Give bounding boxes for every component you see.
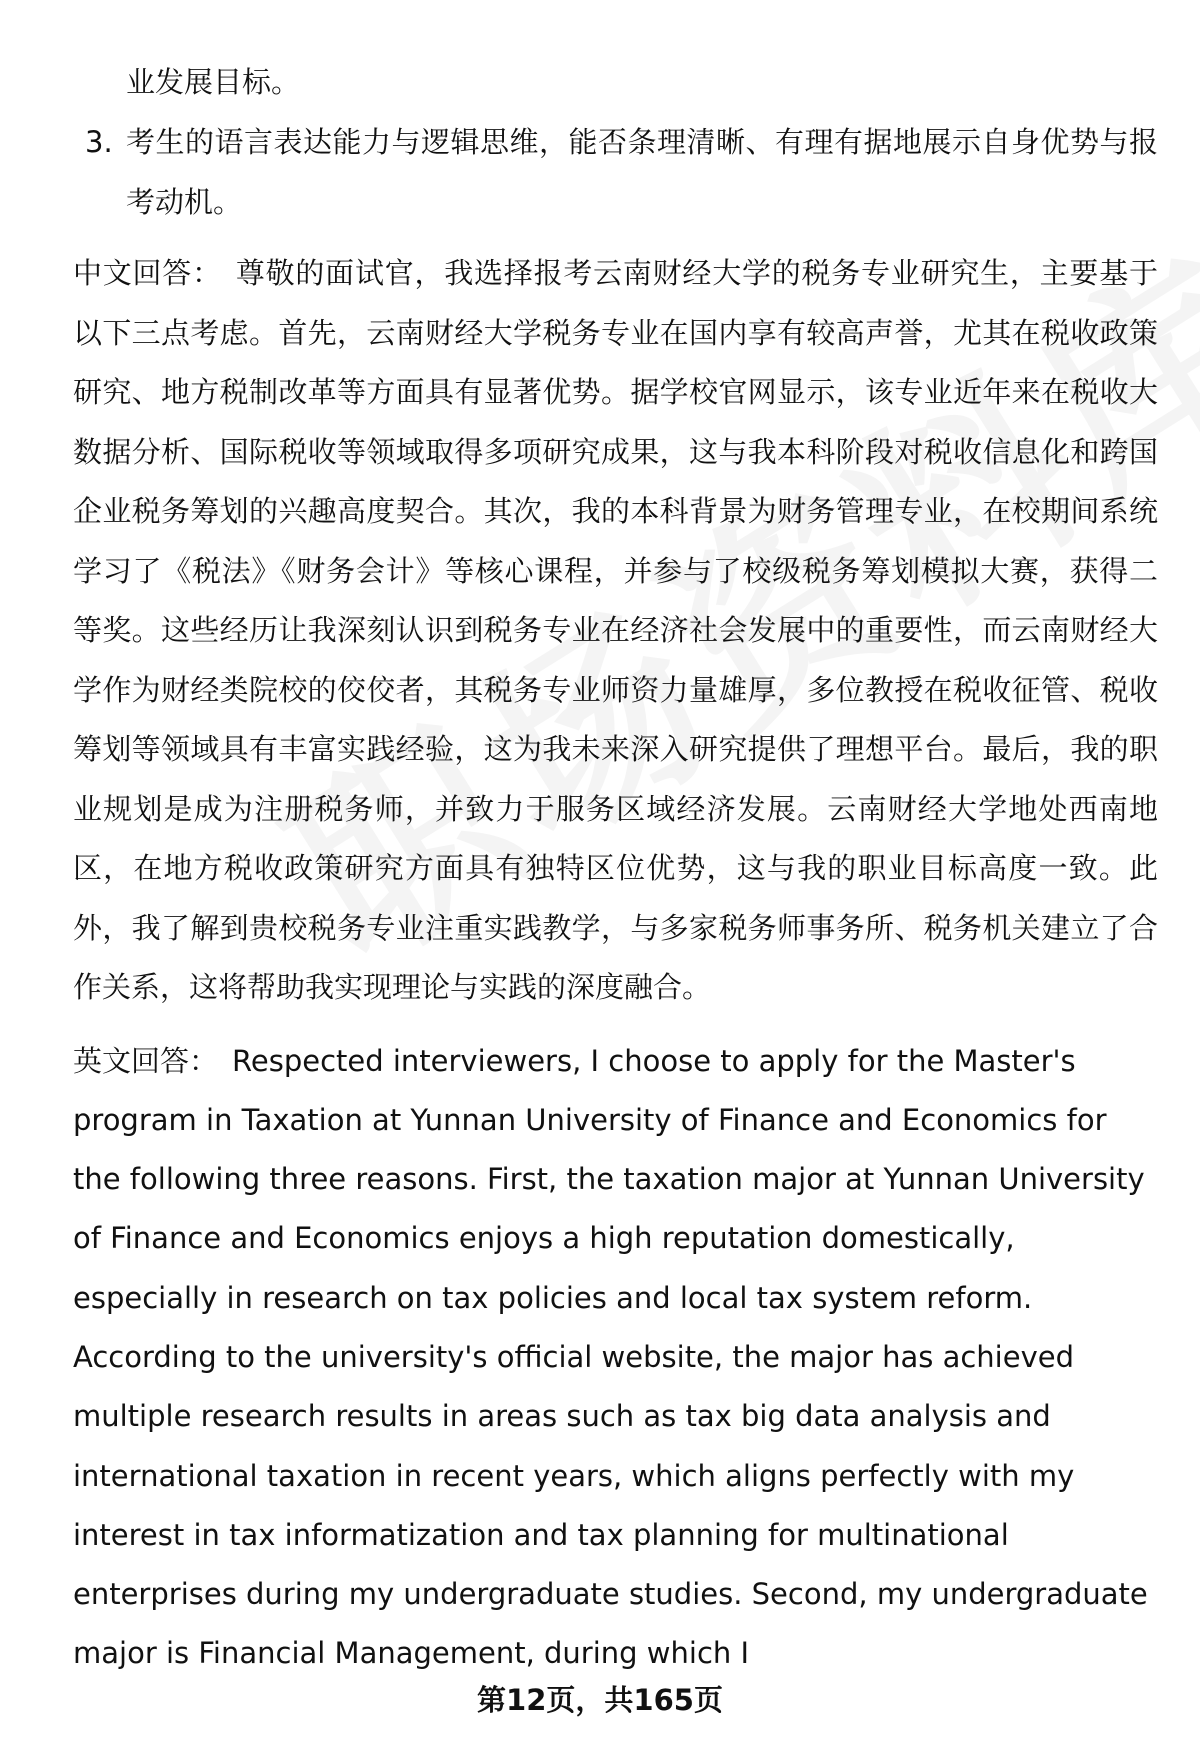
list-item-3 xyxy=(73,112,1158,232)
list-item-text: 考生的语言表达能力与逻辑思维，能否条理清晰、有理有据地展示自身优势与报考动机。 xyxy=(126,125,1158,219)
list-item-2-continuation: 业发展目标。 xyxy=(126,65,301,99)
page-content xyxy=(73,52,1158,1684)
chinese-answer-label: 中文回答： xyxy=(73,256,222,290)
english-answer-label: 英文回答： xyxy=(73,1043,219,1078)
list-item-number: 3. xyxy=(85,125,113,159)
chinese-answer-paragraph xyxy=(73,244,1158,1018)
english-answer-paragraph xyxy=(73,1032,1158,1684)
english-answer-text: Respected interviewers, I choose to apply for the Master's program in Taxation at Yunnan University of Finance and Economics for the following three reasons. First, the taxation major at Yunnan University of Finance and Economics enjoys a high reputation domestically, especially in research on tax policies and local tax system reform. According to the university's official website, the major has achieved multiple research results in areas such as tax big data analysis and international taxation in recent years, which aligns perfectly with my interest in tax informatization and tax planning for multinational enterprises during my undergraduate studies. Second, my undergraduate major is Financial Management, during which I xyxy=(73,1043,1148,1671)
page-number: 第12页，共165页 xyxy=(477,1683,723,1717)
chinese-answer-text: 尊敬的面试官，我选择报考云南财经大学的税务专业研究生，主要基于以下三点考虑。首先，云南财经大学税务专业在国内享有较高声誉，尤其在税收政策研究、地方税制改革等方面具有显著优势。据学校官网显示，该专业近年来在税收大数据分析、国际税收等领域取得多项研究成果，这与我本科阶段对税收信息化和跨国企业税务筹划的兴趣高度契合。其次，我的本科背景为财务管理专业，在校期间系统学习了《税法》《财务会计》等核心课程，并参与了校级税务筹划模拟大赛，获得二等奖。这些经历让我深刻认识到税务专业在经济社会发展中的重要性，而云南财经大学作为财经类院校的佼佼者，其税务专业师资力量雄厚，多位教授在税收征管、税收筹划等领域具有丰富实践经验，这为我未来深入研究提供了理想平台。最后，我的职业规划是成为注册税务师，并致力于服务区域经济发展。云南财经大学地处西南地区，在地方税收政策研究方面具有独特区位优势，这与我的职业目标高度一致。此外，我了解到贵校税务专业注重实践教学，与多家税务师事务所、税务机关建立了合作关系，这将帮助我实现理论与实践的深度融合。 xyxy=(73,256,1158,1004)
